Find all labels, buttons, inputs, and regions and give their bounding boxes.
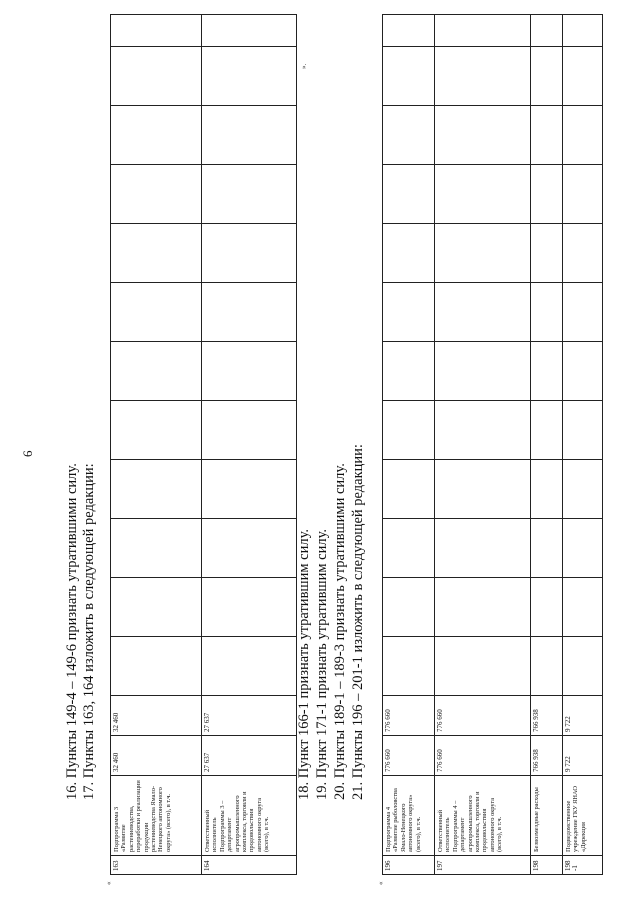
row-total: 27 637 (202, 736, 297, 776)
row-value: 776 660 (383, 696, 435, 736)
row-total: 9 722 (563, 736, 603, 776)
row-number: 164 (202, 856, 297, 875)
table2-open-quote: « (377, 881, 385, 885)
row-value: 27 637 (202, 696, 297, 736)
table-row (202, 15, 297, 875)
row-number: 198-1 (563, 856, 603, 875)
paragraph-21: 21. Пункты 196 – 201-1 изложить в следующей редакции: (350, 444, 366, 800)
table-row (531, 15, 563, 875)
row-name: Безвозмездные расходы (531, 776, 563, 856)
row-total: 766 938 (531, 736, 563, 776)
table1-close-quote: ». (300, 63, 308, 69)
table1-open-quote: « (105, 881, 113, 885)
paragraph-20: 20. Пункты 189-1 – 189-3 признать утратившими силу. (332, 463, 348, 800)
row-name: Подпрограмма 4 «Развитие рыболовства Ямало-Ненецкого автономного округа» (всего), в т.ч. (383, 776, 435, 856)
row-name: Подпрограмма 3 «Развитие растениеводства, переработки и реализации продукции растениеводства Ямало-Ненецкого автономного округа» (всего), в т.ч. (111, 776, 202, 856)
row-total: 776 660 (383, 736, 435, 776)
table-1 (110, 14, 297, 875)
row-number: 197 (435, 856, 531, 875)
row-number: 196 (383, 856, 435, 875)
table-row (111, 15, 202, 875)
row-name: Подведомственное учреждение ГКУ ЯНАО «Дирекция (563, 776, 603, 856)
table-row (383, 15, 435, 875)
row-value: 766 938 (531, 696, 563, 736)
paragraph-18: 18. Пункт 166-1 признать утратившим силу. (296, 529, 312, 800)
row-value: 776 660 (435, 696, 531, 736)
table-row (563, 15, 603, 875)
paragraph-19: 19. Пункт 171-1 признать утратившим силу. (314, 529, 330, 800)
page-number: 6 (20, 450, 35, 457)
table-row (435, 15, 531, 875)
row-name: Ответственный исполнитель Подпрограммы 4 – департамент агропромышленного комплекса, торговли и продовольствия автономного округа (всего), в т.ч. (435, 776, 531, 856)
paragraph-16: 16. Пункты 149-4 – 149-6 признать утратившими силу. (64, 463, 80, 800)
row-name: Ответственный исполнитель Подпрограммы 3 – департамент агропромышленного комплекса, торговли и продовольствия автономного округа (всего), в т.ч. (202, 776, 297, 856)
row-number: 198 (531, 856, 563, 875)
row-value: 32 460 (111, 696, 202, 736)
row-value: 9 722 (563, 696, 603, 736)
row-total: 776 660 (435, 736, 531, 776)
table-2 (382, 14, 603, 875)
row-number: 163 (111, 856, 202, 875)
paragraph-17: 17. Пункты 163, 164 изложить в следующей редакции: (81, 463, 97, 800)
row-total: 32 460 (111, 736, 202, 776)
